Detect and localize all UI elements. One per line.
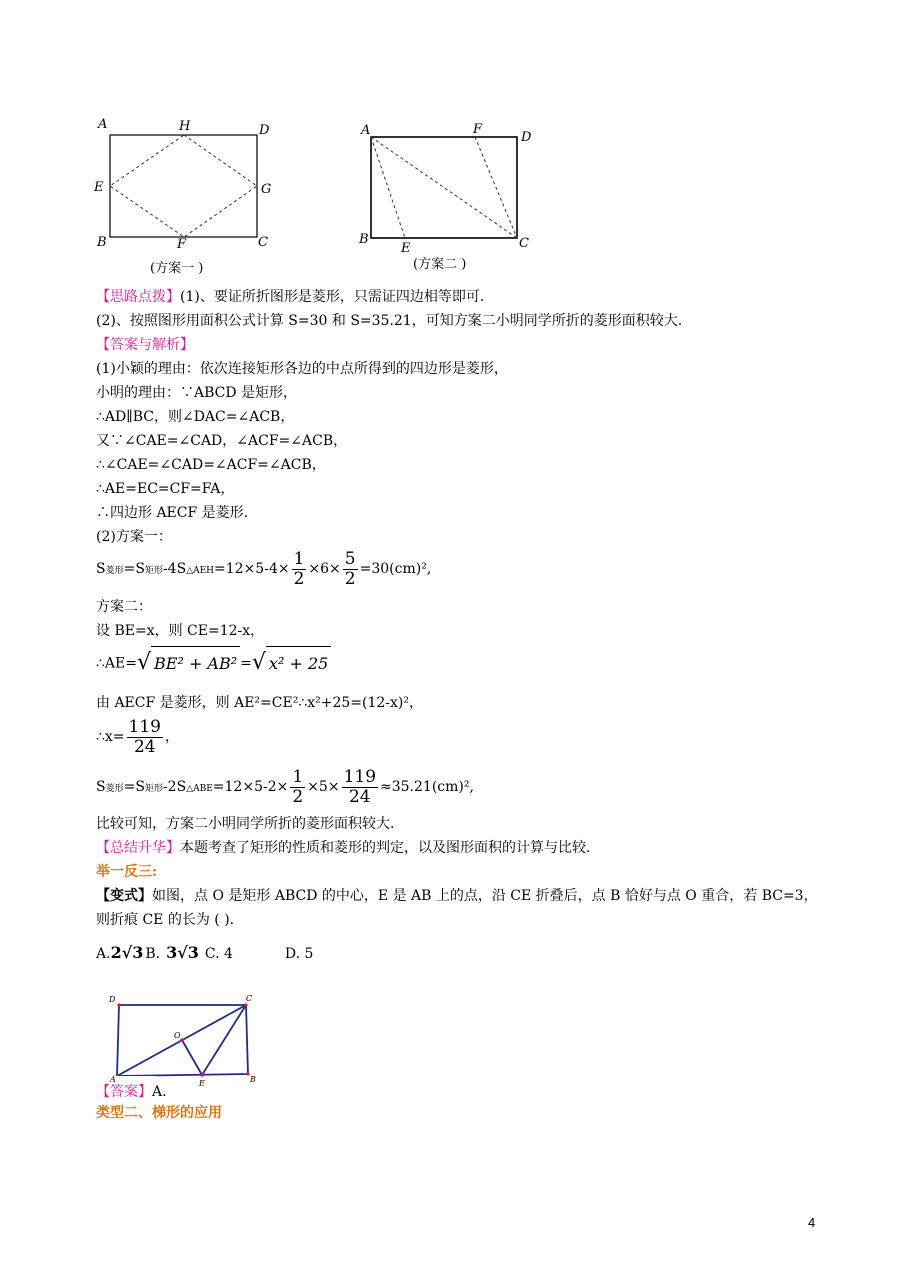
radicand-1: BE² + AB² <box>151 646 240 681</box>
fraction-1-2 <box>290 768 305 807</box>
f1-mid2: -4S <box>162 561 187 577</box>
label-E: E <box>401 241 411 256</box>
practice-title: 举一反三: <box>96 864 158 880</box>
options-line <box>96 941 313 966</box>
option-b-value: 3√3 <box>166 943 199 962</box>
f2-eq: = <box>240 655 252 672</box>
label-H: H <box>179 119 191 134</box>
label-E: E <box>199 1079 205 1088</box>
sqrt-1: √ BE² + AB² <box>137 646 240 681</box>
f3-pre: ∴x= <box>96 729 125 745</box>
fraction-5-2 <box>343 550 358 589</box>
f1-pre: S <box>96 561 106 577</box>
label-C: C <box>258 235 268 250</box>
f1-mid3: =12×5-4× <box>214 561 290 577</box>
answer2-tag: 【答案】 <box>96 1084 152 1100</box>
answer-line-8: (2)方案一： <box>96 529 172 545</box>
f1-mid: =S <box>123 561 145 577</box>
fraction-119-24 <box>127 718 163 757</box>
label-D: D <box>109 995 116 1004</box>
figure-plan-two <box>355 118 545 278</box>
f4-mid3: =12×5-2× <box>212 779 289 795</box>
option-c: C. 4 <box>204 946 233 962</box>
label-E: E <box>94 180 104 195</box>
answer-line-12: 比较可知，方案二小明同学所折的菱形面积较大. <box>96 816 395 832</box>
formula-plan-one <box>96 548 431 592</box>
f1-sub3: △AEH <box>186 566 215 576</box>
label-F: F <box>177 237 187 252</box>
summary-text: 本题考查了矩形的性质和菱形的判定，以及图形面积的计算与比较. <box>180 840 591 856</box>
f4-sub2: 矩形 <box>144 784 163 794</box>
practice-text-1: 如图，点 O 是矩形 ABCD 的中心，E 是 AB 上的点，沿 CE 折叠后，点 B 恰好与点 O 重合，若 BC=3， <box>152 888 818 904</box>
f4-mid4: ×5× <box>307 779 340 795</box>
f4-sub1: 菱形 <box>105 784 124 794</box>
label-O: O <box>174 1031 181 1040</box>
formula-x <box>96 714 179 760</box>
label-A: A <box>98 117 108 132</box>
caption: (方案二 ) <box>413 257 467 272</box>
section-title: 类型二、梯形的应用 <box>96 1105 222 1121</box>
answer-line-3: ∴AD∥BC，则∠DAC=∠ACB， <box>96 409 295 425</box>
f4-tail: ≈35.21(cm)², <box>380 779 474 795</box>
practice-line-2: 则折痕 CE 的长为 ( ). <box>96 912 235 928</box>
label-A: A <box>361 123 371 138</box>
answer-line-6: ∴AE=EC=CF=FA， <box>96 481 235 497</box>
f4-mid: =S <box>123 779 145 795</box>
answer-line-7: ∴四边形 AECF 是菱形. <box>96 505 249 521</box>
label-B: B <box>250 1075 256 1084</box>
answer-line-10: 设 BE=x，则 CE=12-x， <box>96 623 265 639</box>
caption: (方案一 ) <box>150 261 204 276</box>
f1-sub1: 菱形 <box>105 566 124 576</box>
den: 24 <box>133 736 156 757</box>
option-a-label: A. <box>96 946 111 962</box>
option-a-value: 2√3 <box>110 943 144 962</box>
num: 5 <box>344 548 356 569</box>
f1-sub2: 矩形 <box>144 566 163 576</box>
formula-ae <box>96 646 331 681</box>
answer-line-1: (1)小颖的理由：依次连接矩形各边的中点所得到的四边形是菱形， <box>96 361 508 377</box>
num: 119 <box>343 766 377 787</box>
figure-corner-label <box>100 1070 130 1086</box>
label-C: C <box>519 236 529 251</box>
label-B: B <box>359 232 369 247</box>
label-C: C <box>246 994 253 1003</box>
summary-line <box>96 838 590 858</box>
answer-line-2: 小明的理由：∵ABCD 是矩形， <box>96 385 298 401</box>
label-D: D <box>521 130 532 145</box>
f4-mid2: -2S <box>162 779 187 795</box>
hint-line-2: (2)、按照图形用面积公式计算 S=30 和 S=35.21，可知方案二小明同学所折的菱形面积较大. <box>96 313 683 329</box>
answer-tag: 【答案与解析】 <box>96 337 194 353</box>
den: 2 <box>292 786 304 807</box>
f4-pre: S <box>96 779 106 795</box>
den: 2 <box>344 568 356 589</box>
den: 2 <box>293 568 305 589</box>
f3-tail: ， <box>165 729 179 745</box>
num: 119 <box>128 716 161 737</box>
answer-line-5: ∴∠CAE=∠CAD=∠ACF=∠ACB， <box>96 457 326 473</box>
option-b-label: B. <box>145 946 161 962</box>
figure-plan-one <box>88 112 288 282</box>
label-G: G <box>261 182 272 197</box>
answer-line-11: 由 AECF 是菱形，则 AE²=CE²∴x²+25=(12-x)²， <box>96 695 423 711</box>
label-A: A <box>110 1075 116 1084</box>
fraction-1-2 <box>292 550 307 589</box>
summary-tag: 【总结升华】 <box>96 840 180 856</box>
hint-tag: 【思路点拨】 <box>96 289 180 305</box>
answer-line-9: 方案二： <box>96 599 152 615</box>
fraction-119-24 <box>342 768 378 807</box>
f1-tail: =30(cm)², <box>359 561 432 577</box>
label-F: F <box>473 122 483 137</box>
sqrt-2: √ x² + 25 <box>252 646 331 681</box>
answer-line-4: 又∵∠CAE=∠CAD，∠ACF=∠ACB， <box>96 433 348 449</box>
den: 24 <box>348 786 371 807</box>
num: 1 <box>293 548 305 569</box>
formula-plan-two <box>96 764 474 812</box>
option-d: D. 5 <box>284 946 314 962</box>
f2-pre: ∴AE= <box>96 655 137 672</box>
answer2-text: A. <box>152 1084 167 1100</box>
f1-mid4: ×6× <box>308 561 341 577</box>
label-D: D <box>259 123 270 138</box>
hint-line-1 <box>96 287 484 307</box>
num: 1 <box>292 766 304 787</box>
f4-sub3: △ABE <box>186 784 213 794</box>
practice-tag: 【变式】 <box>96 888 152 904</box>
label-B: B <box>97 235 107 250</box>
page-number: 4 <box>808 1215 816 1230</box>
radicand-2: x² + 25 <box>266 646 331 681</box>
practice-line-1 <box>96 886 818 906</box>
hint-text-1: (1)、要证所折图形是菱形，只需证四边相等即可. <box>180 289 485 305</box>
